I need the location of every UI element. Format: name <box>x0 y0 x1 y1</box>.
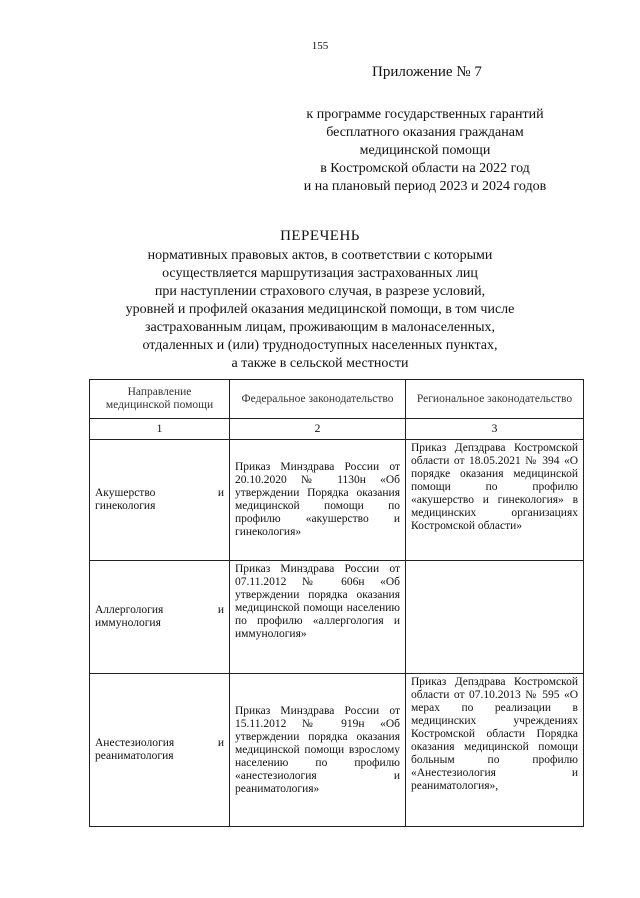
subheading-line: застрахованным лицам, проживающим в малонаселенных, <box>145 320 495 335</box>
appendix-subtitle <box>240 106 610 196</box>
appendix-title: Приложение № 7 <box>372 64 482 80</box>
subheading-line: нормативных правовых актов, в соответствии с которыми <box>147 248 493 263</box>
direction-cell: Анестезиология и реаниматология <box>90 674 230 827</box>
direction-cell: Акушерство и гинекология <box>90 440 230 561</box>
direction-cell: Аллергология и иммунология <box>90 561 230 674</box>
appendix-line: к программе государственных гарантий <box>306 107 544 122</box>
document-subheading <box>90 247 550 373</box>
subheading-line: а также в сельской местности <box>231 356 409 371</box>
header-direction: Направление медицинской помощи <box>90 380 230 419</box>
subheading-line: уровней и профилей оказания медицинской помощи, в том числе <box>125 302 515 317</box>
subheading-line: при наступлении страхового случая, в разрезе условий, <box>154 284 486 299</box>
table-row <box>90 440 584 561</box>
column-number: 3 <box>406 419 584 440</box>
header-regional: Региональное законодательство <box>406 380 584 419</box>
subheading-line: отдаленных и (или) труднодоступных населенных пунктах, <box>142 338 498 353</box>
appendix-line: бесплатного оказания гражданам <box>326 125 524 140</box>
regional-act-cell: Приказ Депздрава Костромской области от 18.05.2021 № 394 «О порядке оказания медицинской помощи по профилю «акушерство и гинекология» в медицинских организациях Костромской области» <box>406 440 584 561</box>
column-number: 1 <box>90 419 230 440</box>
regional-act-cell: Приказ Депздрава Костромской области от 07.10.2013 № 595 «О мерах по реализации в медицинских учреждениях Костромской области Порядка оказания медицинской помощи больным по профилю «Анестезиология и реаниматология», <box>406 674 584 827</box>
page-number: 155 <box>311 40 329 52</box>
regional-act-cell <box>406 561 584 674</box>
legal-acts-table <box>89 379 584 827</box>
federal-act-cell: Приказ Минздрава России от 15.11.2012 № 919н «Об утверждении порядка оказания медицинской помощи взрослому населению по профилю «анестезиология и реаниматология» <box>230 674 406 827</box>
appendix-line: и на плановый период 2023 и 2024 годов <box>303 179 547 194</box>
table-row <box>90 674 584 827</box>
federal-act-cell: Приказ Минздрава России от 07.11.2012 № 606н «Об утверждении порядка оказания медицинской помощи населению по профилю «аллергология и иммунология» <box>230 561 406 674</box>
appendix-line: в Костромской области на 2022 год <box>320 161 530 176</box>
column-number-row <box>90 419 584 440</box>
column-number: 2 <box>230 419 406 440</box>
header-federal: Федеральное законодательство <box>230 380 406 419</box>
table-row <box>90 561 584 674</box>
appendix-line: медицинской помощи <box>359 143 491 158</box>
subheading-line: осуществляется маршрутизация застрахованных лиц <box>162 266 478 281</box>
table-header-row <box>90 380 584 419</box>
document-heading: ПЕРЕЧЕНЬ <box>280 228 360 244</box>
federal-act-cell: Приказ Минздрава России от 20.10.2020 № 1130н «Об утверждении Порядка оказания медицинской помощи по профилю «акушерство и гинекология» <box>230 440 406 561</box>
